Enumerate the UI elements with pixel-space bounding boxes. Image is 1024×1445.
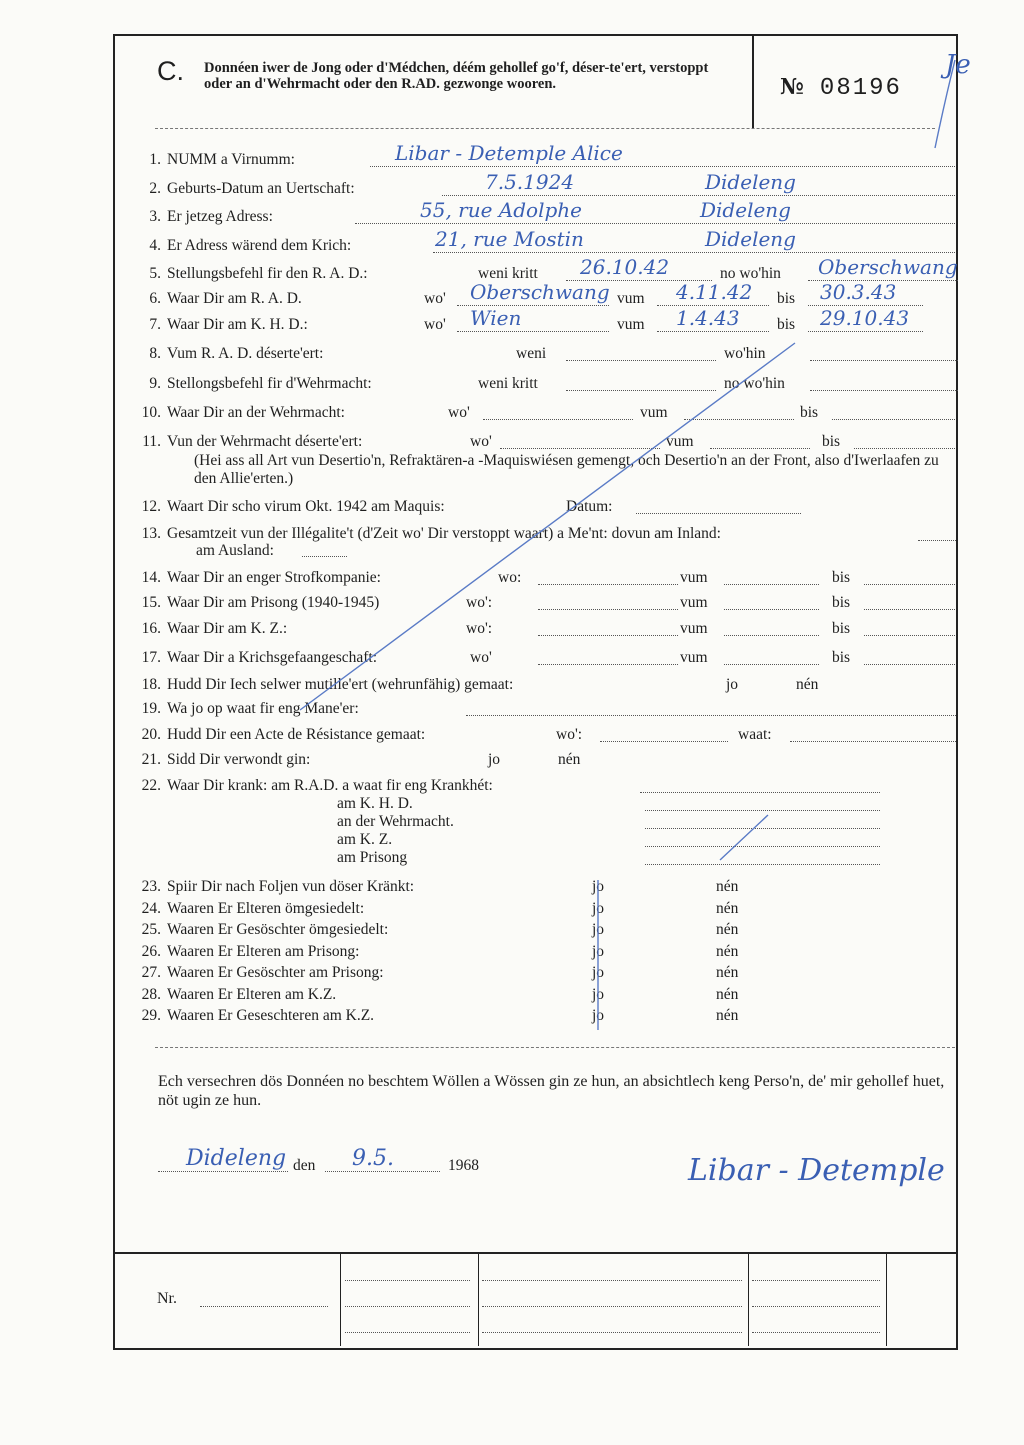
- yes-option: jo: [726, 676, 739, 693]
- question-label: Geburts-Datum an Uertschaft:: [167, 180, 355, 197]
- no-option: nén: [716, 943, 739, 960]
- question-label: Er jetzeg Adress:: [167, 208, 273, 225]
- to-label: bis: [800, 404, 819, 421]
- field-label: weni: [516, 345, 547, 362]
- from-label: vum: [617, 290, 645, 307]
- question-number: 23.: [141, 878, 161, 895]
- yes-option: jo: [592, 1007, 605, 1024]
- question-number: 18.: [141, 676, 161, 693]
- question-label: Waaren Er Elteren am Prisong:: [167, 943, 360, 960]
- date-ink: 26.10.42: [580, 255, 670, 279]
- row11-note: (Hei ass all Art vun Desertio'n, Refraktären-a -Maquiswiésen gemengt, och Desertio'n an der Front, also d'Iwerlaafen zu den Allie'erten.): [194, 452, 939, 487]
- question-label: Sidd Dir verwondt gin:: [167, 751, 311, 768]
- from-label: vum: [680, 594, 708, 611]
- yes-option: jo: [592, 986, 605, 1003]
- to-label: bis: [777, 316, 796, 333]
- yes-option: jo: [592, 943, 605, 960]
- question-number: 29.: [141, 1007, 161, 1024]
- question-label: Waar Dir a Krichsgefaangeschaft:: [167, 649, 378, 666]
- question-number: 27.: [141, 964, 161, 981]
- field-label: wo:: [498, 569, 522, 586]
- where-ink: Oberschwang: [818, 255, 958, 279]
- place-ink: Wien: [470, 306, 522, 330]
- where-label: no wo'hin: [724, 375, 785, 392]
- field-label: Datum:: [566, 498, 613, 515]
- field-label: wo':: [556, 726, 583, 743]
- no-option: nén: [716, 964, 739, 981]
- question-label: Waaren Er Elteren am K.Z.: [167, 986, 337, 1003]
- question-number: 5.: [149, 265, 161, 282]
- place-ink: Dideleng: [186, 1146, 287, 1171]
- question-label: Hudd Dir Iech selwer mutille'ert (wehrunfähig) gemaat:: [167, 676, 514, 693]
- where-label: no wo'hin: [720, 265, 781, 282]
- question-number: 28.: [141, 986, 161, 1003]
- question-number: 17.: [141, 649, 161, 666]
- question-number: 10.: [141, 404, 161, 421]
- handwritten-initials: Je: [945, 50, 971, 80]
- to-label: bis: [832, 569, 851, 586]
- to-label: bis: [822, 433, 841, 450]
- question-label: Waart Dir scho virum Okt. 1942 am Maquis:: [167, 498, 445, 515]
- number-value: 08196: [819, 75, 902, 102]
- question-label: Vun der Wehrmacht déserte'ert:: [167, 433, 363, 450]
- field-label: wo': [470, 433, 492, 450]
- yes-option: jo: [488, 751, 501, 768]
- from-label: vum: [680, 569, 708, 586]
- from-label: vum: [680, 620, 708, 637]
- date-ink: 9.5.: [352, 1146, 394, 1171]
- where-label: wo'hin: [724, 345, 766, 362]
- header-text: Donnéen iwer de Jong oder d'Médchen, déém gehollef go'f, déser-te'ert, verstoppt oder an d'Wehrmacht oder den R.AD. gezwonge wooren.: [204, 60, 709, 92]
- from-label: vum: [666, 433, 694, 450]
- answer-ink: Libar - Detemple Alice: [395, 141, 623, 165]
- question-number: 22.: [141, 777, 161, 794]
- question-label: Waar Dir am K. Z.:: [167, 620, 288, 637]
- field-label: wo': [448, 404, 470, 421]
- question-label: Gesamtzeit vun der Illégalite't (d'Zeit wo' Dir verstoppt waart) a Me'nt: dovun am Inland:: [167, 525, 721, 542]
- question-number: 13.: [141, 525, 161, 542]
- question-label: Er Adress wärend dem Krich:: [167, 237, 352, 254]
- place-ink: Oberschwang: [470, 280, 610, 304]
- answer-ink-2: Dideleng: [705, 227, 796, 251]
- signature: Libar - Detemple: [688, 1153, 945, 1188]
- from-ink: 1.4.43: [676, 306, 740, 330]
- question-number: 7.: [149, 316, 161, 333]
- answer-ink-2: Dideleng: [700, 198, 791, 222]
- no-option: nén: [716, 921, 739, 938]
- row13-abroad: am Ausland:: [196, 542, 274, 559]
- field-label: wo': [424, 290, 446, 307]
- question-number: 4.: [149, 237, 161, 254]
- question-label: Waaren Er Elteren ömgesiedelt:: [167, 900, 365, 917]
- yes-option: jo: [592, 900, 605, 917]
- to-label: bis: [832, 594, 851, 611]
- answer-ink-2: Dideleng: [705, 170, 796, 194]
- yes-option: jo: [592, 964, 605, 981]
- question-label: NUMM a Virnumm:: [167, 151, 295, 168]
- illness-subitem: an der Wehrmacht.: [337, 813, 454, 830]
- answer-ink: 55, rue Adolphe: [420, 198, 583, 222]
- to-ink: 29.10.43: [820, 306, 910, 330]
- no-option: nén: [716, 986, 739, 1003]
- year-label: 1968: [448, 1157, 479, 1174]
- no-option: nén: [558, 751, 581, 768]
- no-option: nén: [716, 1007, 739, 1024]
- field-label: wo':: [466, 594, 493, 611]
- question-number: 11.: [142, 433, 161, 450]
- nr-label: Nr.: [157, 1290, 177, 1307]
- yes-option: jo: [592, 878, 605, 895]
- section-letter: C.: [157, 56, 184, 86]
- no-option: nén: [716, 878, 739, 895]
- question-label: Waar Dir krank: am R.A.D. a waat fir eng Krankhét:: [167, 777, 493, 794]
- question-number: 16.: [141, 620, 161, 637]
- field-label: wo': [424, 316, 446, 333]
- question-number: 26.: [141, 943, 161, 960]
- yes-option: jo: [592, 921, 605, 938]
- answer-ink: 7.5.1924: [485, 170, 575, 194]
- to-ink: 30.3.43: [820, 280, 897, 304]
- to-label: bis: [832, 649, 851, 666]
- question-number: 24.: [141, 900, 161, 917]
- question-number: 12.: [141, 498, 161, 515]
- question-number: 2.: [149, 180, 161, 197]
- declaration-text: Ech versechren dös Donnéen no beschtem Wöllen a Wössen gin ze hun, an absichtlech keng Perso'n, de' mir gehollef huet, nöt ugin ze hun.: [158, 1073, 945, 1109]
- to-label: bis: [777, 290, 796, 307]
- to-label: bis: [832, 620, 851, 637]
- question-label: Hudd Dir een Acte de Résistance gemaat:: [167, 726, 426, 743]
- den-label: den: [293, 1157, 316, 1174]
- question-label: Waar Dir an der Wehrmacht:: [167, 404, 345, 421]
- question-number: 19.: [141, 700, 161, 717]
- question-label: Waar Dir am Prisong (1940-1945): [167, 594, 380, 611]
- question-number: 3.: [149, 208, 161, 225]
- question-label: Waar Dir am K. H. D.:: [167, 316, 308, 333]
- question-label: Waaren Er Geseschteren am K.Z.: [167, 1007, 375, 1024]
- no-option: nén: [796, 676, 819, 693]
- illness-subitem: am K. H. D.: [337, 795, 413, 812]
- question-label: Vum R. A. D. déserte'ert:: [167, 345, 324, 362]
- from-label: vum: [617, 316, 645, 333]
- illness-subitem: am Prisong: [337, 849, 408, 866]
- number-sign: №: [780, 74, 806, 100]
- question-number: 6.: [149, 290, 161, 307]
- field-label: wo': [470, 649, 492, 666]
- question-label: Waaren Er Gesöschter ömgesiedelt:: [167, 921, 389, 938]
- question-number: 8.: [149, 345, 161, 362]
- from-ink: 4.11.42: [676, 280, 753, 304]
- no-option: nén: [716, 900, 739, 917]
- field-label: wo':: [466, 620, 493, 637]
- from-label: vum: [680, 649, 708, 666]
- question-label: Stellungsbefehl fir den R. A. D.:: [167, 265, 368, 282]
- question-number: 21.: [141, 751, 161, 768]
- question-label: Waar Dir am R. A. D.: [167, 290, 302, 307]
- question-label: Stellongsbefehl fir d'Wehrmacht:: [167, 375, 372, 392]
- question-number: 1.: [149, 151, 161, 168]
- what-label: waat:: [738, 726, 772, 743]
- question-label: Wa jo op waat fir eng Mane'er:: [167, 700, 359, 717]
- answer-ink: 21, rue Mostin: [435, 227, 584, 251]
- question-number: 14.: [141, 569, 161, 586]
- question-number: 20.: [141, 726, 161, 743]
- question-number: 9.: [149, 375, 161, 392]
- field-label: weni kritt: [478, 375, 538, 392]
- field-label: weni kritt: [478, 265, 538, 282]
- illness-subitem: am K. Z.: [337, 831, 393, 848]
- from-label: vum: [640, 404, 668, 421]
- question-number: 25.: [141, 921, 161, 938]
- question-label: Waaren Er Gesöschter am Prisong:: [167, 964, 384, 981]
- question-label: Waar Dir an enger Strofkompanie:: [167, 569, 381, 586]
- question-label: Spiir Dir nach Foljen vun döser Kränkt:: [167, 878, 415, 895]
- question-number: 15.: [141, 594, 161, 611]
